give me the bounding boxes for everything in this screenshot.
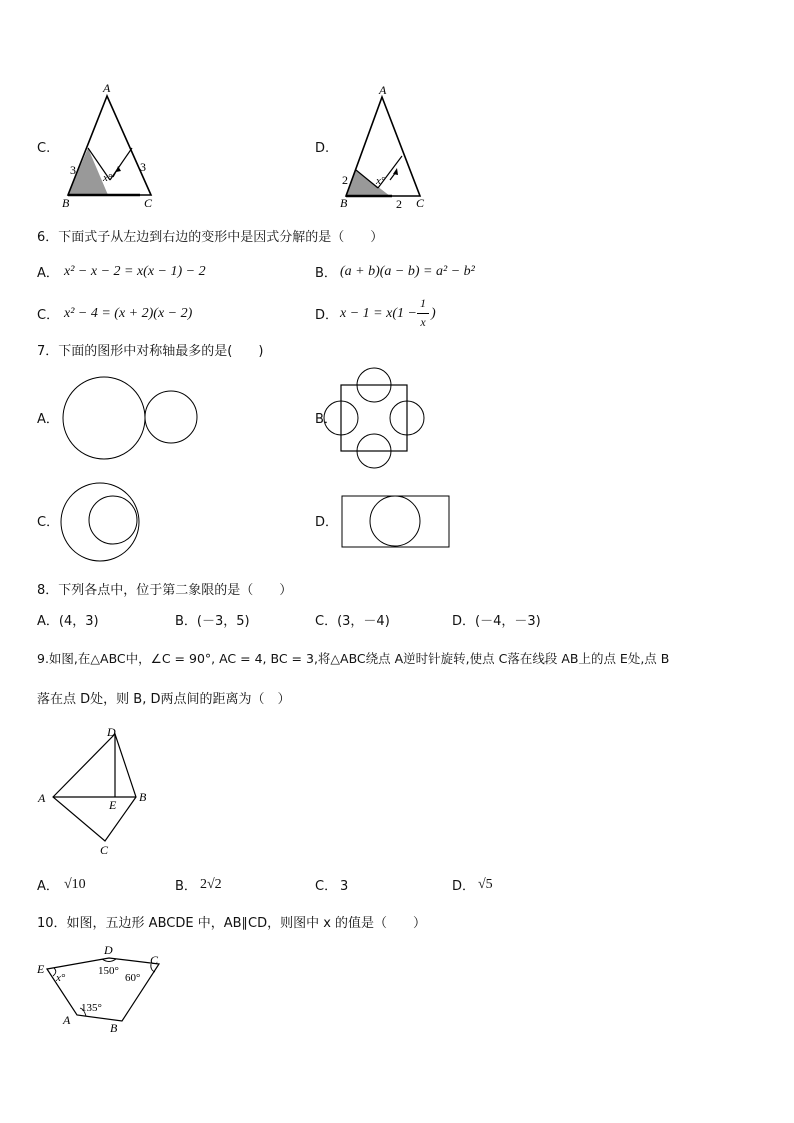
q6-option-b-expr: (a + b)(a − b) = a² − b² (340, 264, 475, 279)
q5-option-d-label: D. (315, 141, 330, 156)
vertex-e: E (37, 962, 45, 976)
vertex-c: C (150, 953, 159, 967)
q9-option-c-label: C． (315, 879, 338, 894)
side-label-left: 3 (70, 163, 76, 177)
q6-option-d-frac-den: x (420, 315, 426, 329)
q5-option-c-figure (60, 82, 170, 212)
q9-figure (36, 724, 156, 859)
q6-option-a-label: A． (37, 266, 59, 281)
q9-option-a-value: √10 (64, 877, 86, 892)
q5-option-d-figure (340, 83, 440, 213)
angle-d-label: 150° (98, 965, 119, 977)
q5-option-c-label: C. (37, 141, 51, 156)
angle-c-label: 60° (125, 972, 141, 984)
side-label-right: 3 (140, 160, 146, 174)
q7-option-b-label: B． (315, 412, 337, 427)
vertex-a: A (38, 791, 46, 805)
q7-option-a-label: A． (37, 412, 59, 427)
q9-stem-line2: 落在点 D处，则 B, D两点间的距离为（ ） (37, 692, 291, 707)
vertex-d: D (107, 725, 116, 739)
q10-figure (34, 942, 174, 1037)
q7-stem: 7．下面的图形中对称轴最多的是( ) (37, 344, 264, 359)
vertex-a: A (63, 1013, 71, 1027)
q7-option-c-figure (60, 482, 150, 566)
q6-option-c-expr: x² − 4 = (x + 2)(x − 2) (64, 306, 193, 321)
q9-option-b-label: B． (175, 879, 197, 894)
q9-option-a-label: A． (37, 879, 59, 894)
q8-option-a: A．(4，3) (37, 614, 99, 629)
q7-option-d-label: D． (315, 515, 339, 530)
q8-option-c: C．(3，－4) (315, 614, 390, 629)
q7-option-c-label: C． (37, 515, 60, 530)
side-label-left: 2 (342, 173, 348, 187)
q9-stem-line1: 9.如图,在△ABC中，∠C = 90°, AC = 4, BC = 3,将△ABC绕点 A逆时针旋转,使点 C落在线段 AB上的点 E处,点 B (37, 651, 670, 666)
q7-option-a-figure (62, 376, 202, 466)
vertex-c: C (144, 196, 153, 210)
q8-option-b: B．(－3，5) (175, 614, 250, 629)
q10-stem: 10．如图，五边形 ABCDE 中，AB∥CD，则图中 x 的值是（ ） (37, 916, 427, 931)
angle-label: x° (103, 172, 113, 184)
angle-label: x° (376, 175, 386, 187)
q6-option-c-label: C． (37, 308, 60, 323)
angle-a-label: 135° (81, 1002, 102, 1014)
vertex-c: C (100, 843, 109, 857)
q6-stem: 6．下面式子从左边到右边的变形中是因式分解的是（ ） (37, 230, 384, 245)
q7-option-b-figure (340, 384, 410, 454)
q6-option-a-expr: x² − x − 2 = x(x − 1) − 2 (64, 264, 206, 279)
q9-option-d-label: D． (452, 879, 476, 894)
q7-option-d-figure (340, 494, 452, 550)
side-label-bottom: 2 (396, 197, 402, 211)
q6-option-b-label: B． (315, 266, 337, 281)
q6-option-d-expr-left: x − 1 = x(1 − (340, 306, 417, 321)
q9-option-d-value: √5 (478, 877, 493, 892)
q8-option-d: D．(－4，－3) (452, 614, 541, 629)
vertex-c: C (416, 196, 425, 210)
vertex-b: B (110, 1021, 118, 1035)
q8-stem: 8．下列各点中，位于第二象限的是（ ） (37, 583, 293, 598)
vertex-b: B (340, 196, 348, 210)
vertex-a: A (103, 81, 111, 95)
q6-option-d-label: D． (315, 308, 339, 323)
q6-option-d-expr-right: ) (431, 306, 436, 321)
q9-option-b-value: 2√2 (200, 877, 222, 892)
vertex-b: B (62, 196, 70, 210)
angle-x-label: x° (56, 972, 66, 984)
vertex-e: E (109, 798, 117, 812)
vertex-a: A (379, 83, 387, 97)
q9-option-c-value: 3 (340, 879, 349, 894)
fraction-bar (417, 313, 429, 314)
q6-option-d-frac-num: 1 (420, 296, 426, 310)
vertex-b: B (139, 790, 147, 804)
vertex-d: D (104, 943, 113, 957)
